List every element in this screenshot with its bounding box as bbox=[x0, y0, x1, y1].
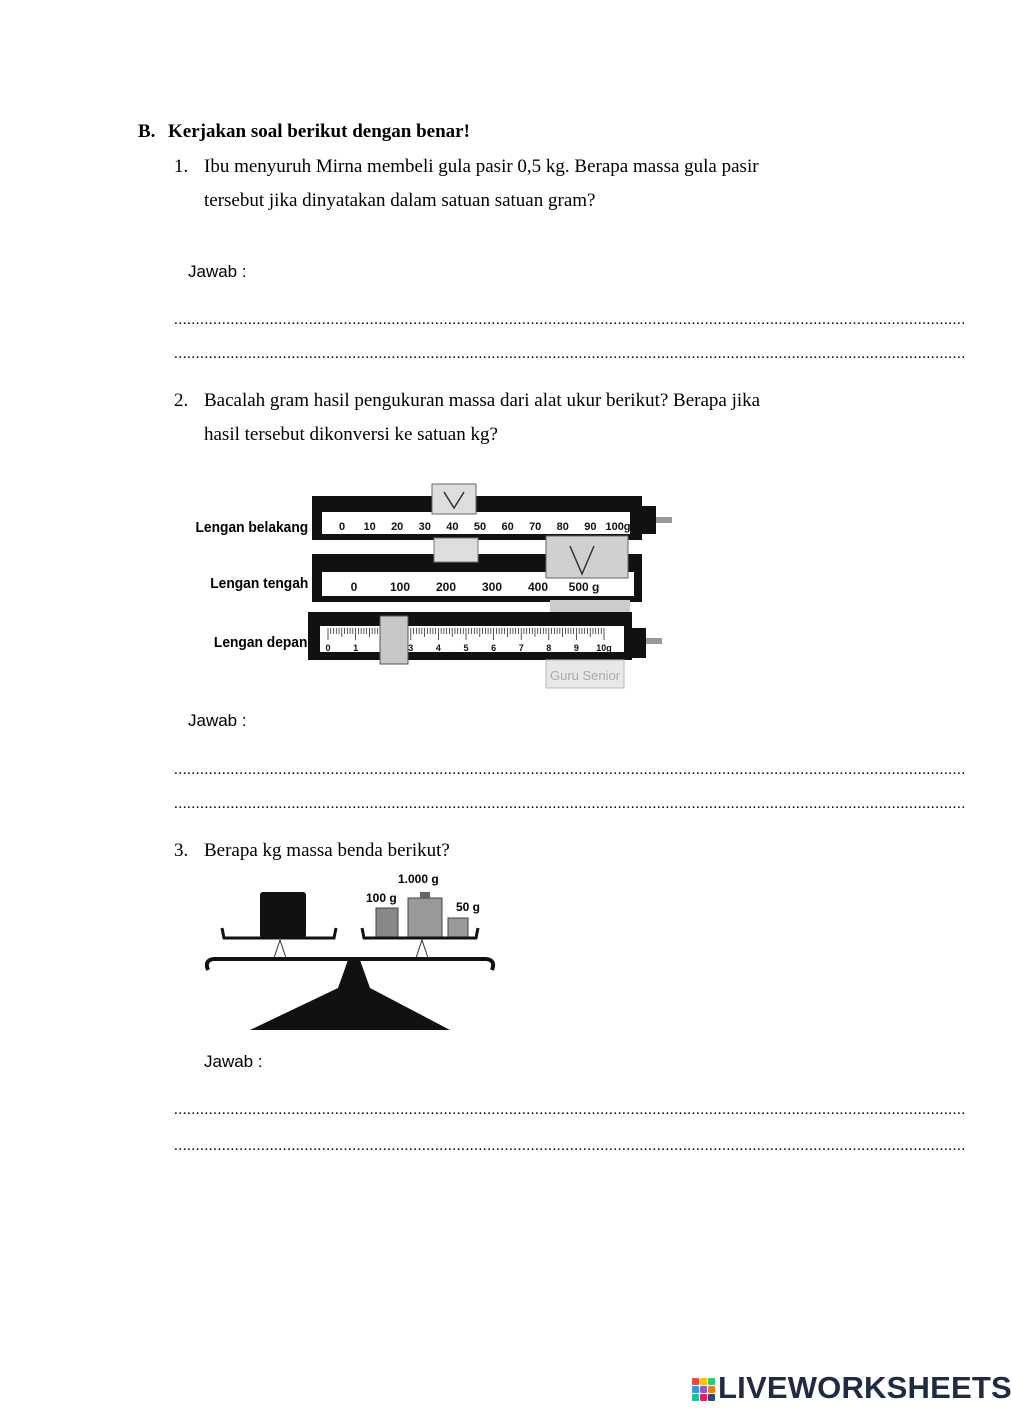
back-beam-endcap bbox=[642, 506, 656, 534]
weight-big-label: 1.000 g bbox=[398, 872, 439, 886]
brand-name: LIVEWORKSHEETS bbox=[718, 1370, 1012, 1405]
q2-text-line1: Bacalah gram hasil pengukuran massa dari alat ukur berikut? Berapa jika bbox=[204, 390, 761, 411]
q2-answer-line-1[interactable]: ...................................................................................................................................................................................... bbox=[174, 762, 966, 778]
q3-answer-line-2[interactable]: ...................................................................................................................................................................................... bbox=[174, 1138, 966, 1154]
q1-answer-line-2[interactable]: ...................................................................................................................................................................................... bbox=[174, 346, 966, 362]
back-beam-tick-label: 0 bbox=[338, 521, 346, 533]
back-beam-tick-label: 70 bbox=[529, 521, 542, 533]
q1-answer-line-1[interactable]: ...................................................................................................................................................................................... bbox=[174, 312, 966, 328]
middle-beam-tick-label: 0 bbox=[350, 580, 358, 594]
front-beam-tick-label: 10g bbox=[596, 643, 612, 653]
q3-answer-label: Jawab : bbox=[204, 1052, 263, 1071]
right-pan-support bbox=[416, 940, 428, 958]
q2-number: 2. bbox=[174, 390, 189, 411]
middle-beam-tick-label: 300 bbox=[481, 580, 503, 594]
middle-beam-tick-label: 200 bbox=[435, 580, 457, 594]
q1-answer-label: Jawab : bbox=[188, 262, 247, 281]
section-letter: B. bbox=[138, 121, 156, 142]
left-pan-support bbox=[274, 940, 286, 958]
front-beam-tick-label: 5 bbox=[463, 643, 469, 653]
back-beam-tick-label: 50 bbox=[473, 521, 487, 533]
watermark: Guru Senior bbox=[550, 668, 621, 683]
middle-beam-notch bbox=[434, 538, 478, 562]
back-beam-tick-label: 20 bbox=[391, 521, 404, 533]
label-back-beam: Lengan belakang bbox=[195, 519, 309, 537]
q3-text: Berapa kg massa benda berikut? bbox=[204, 840, 450, 861]
back-beam-tick-label: 90 bbox=[584, 521, 597, 533]
back-beam-tick-label: 60 bbox=[501, 521, 514, 533]
front-beam-tick-label: 7 bbox=[518, 643, 524, 653]
front-beam-tick-label: 9 bbox=[573, 643, 579, 653]
front-beam-tick-label: 3 bbox=[408, 643, 414, 653]
scale-base bbox=[250, 960, 450, 1030]
middle-rider[interactable] bbox=[546, 536, 628, 578]
weight-100g bbox=[376, 908, 398, 938]
q2-answer-label: Jawab : bbox=[188, 711, 247, 730]
back-rider[interactable] bbox=[432, 484, 476, 514]
section-title: Kerjakan soal berikut dengan benar! bbox=[168, 121, 470, 142]
unknown-object bbox=[260, 892, 306, 938]
middle-beam-tick-label: 400 bbox=[527, 580, 549, 594]
weight-1000g bbox=[408, 898, 442, 938]
front-beam-tick-label: 4 bbox=[435, 643, 441, 653]
q3-number: 3. bbox=[174, 840, 189, 861]
liveworksheets-logo-icon bbox=[692, 1378, 716, 1402]
q2-text-line2: hasil tersebut dikonversi ke satuan kg? bbox=[204, 424, 498, 445]
q2-answer-line-2[interactable]: ...................................................................................................................................................................................... bbox=[174, 796, 966, 812]
back-beam-tick-label: 40 bbox=[446, 521, 459, 533]
weight-left-label: 100 g bbox=[366, 891, 397, 905]
weight-1000g-knob bbox=[420, 892, 430, 899]
q1-text-line1: Ibu menyuruh Mirna membeli gula pasir 0,5 kg. Berapa massa gula pasir bbox=[204, 156, 759, 177]
back-beam-tick-label: 80 bbox=[556, 521, 569, 533]
middle-beam-tick-label: 500 g bbox=[568, 580, 600, 594]
q1-number: 1. bbox=[174, 156, 189, 177]
front-rider[interactable] bbox=[380, 616, 408, 664]
front-beam-tick-label: 0 bbox=[325, 643, 331, 653]
weight-right-label: 50 g bbox=[456, 900, 481, 914]
back-beam-tick-label: 100g bbox=[605, 521, 631, 533]
front-beam-endcap bbox=[632, 628, 646, 658]
back-beam-knob bbox=[656, 517, 672, 523]
weight-50g bbox=[448, 918, 468, 938]
label-front-beam: Lengan depan bbox=[213, 634, 308, 652]
front-beam-tick-label: 6 bbox=[491, 643, 497, 653]
middle-beam-tick-label: 100 bbox=[389, 580, 411, 594]
q1-text-line2: tersebut jika dinyatakan dalam satuan satuan gram? bbox=[204, 190, 596, 211]
back-beam-tick-label: 30 bbox=[418, 521, 431, 533]
q3-answer-line-1[interactable]: ...................................................................................................................................................................................... bbox=[174, 1102, 966, 1118]
balance-scale-figure bbox=[200, 866, 500, 1032]
back-beam-tick-label: 10 bbox=[363, 521, 376, 533]
front-beam-tick-label: 8 bbox=[546, 643, 552, 653]
front-beam-knob bbox=[646, 638, 662, 644]
label-middle-beam: Lengan tengah bbox=[210, 575, 309, 593]
triple-beam-balance-figure bbox=[190, 480, 680, 695]
front-beam-tick-label: 1 bbox=[353, 643, 359, 653]
